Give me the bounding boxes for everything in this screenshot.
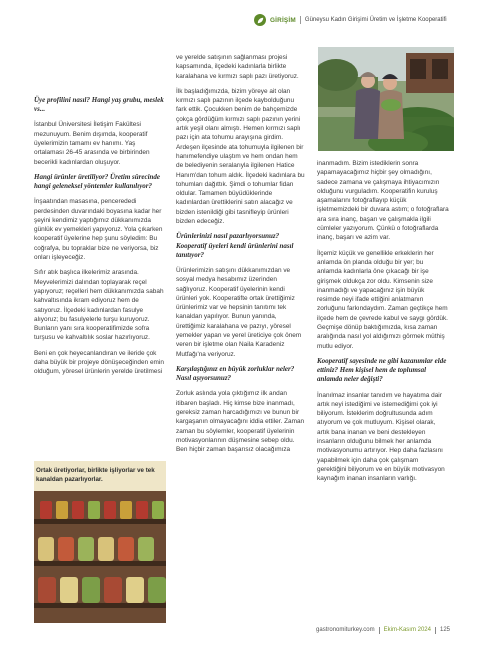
footer-divider [435, 627, 436, 634]
paragraph: inanmadım. Bizim istediklerin sonra yapamayacağımız hiçbir şey olmadığını, sadece zamana ve çalışmaya ihtiyacımızın olduğunu vurguladım. Kooperatifin kuruluş aşamalarını fotoğraflayıp küçük işletmemizdeki bir duvara astım; o fotoğraflara ara sıra inanç, başarı ve çalışmakla ilgili cümleler yazıyorum. Çünkü o fotoğraflarda inanç, başarı ve azim var. [317, 160, 449, 242]
paragraph: Beni en çok heyecanlandıran ve ileride çok daha büyük bir projeye dönüşeceğinden emin olduğum, yöresel ürünlerin yerelde üretilmesi [34, 349, 164, 376]
paragraph: ve yerelde satışının sağlanması projesi kapsamında, ilçedeki kadınlarla birlikte karalahana ve kırmızı saplı pazı üretiyoruz. [176, 54, 299, 80]
question-heading: Hangi ürünler üretiliyor? Üretim sürecinde hangi geleneksel yöntemler kullanılıyor? [34, 172, 161, 191]
question-heading: Kooperatif sayesinde ne gibi kazanımlar elde ettiniz? Hem kişisel hem de toplumsal anlamda neler değişti? [317, 356, 447, 384]
paragraph: İlk başladığımızda, bizim yöreye ait olan kırmızı saplı pazının ilçede kaybolduğunu fark ettik. Çocukken benim de bahçemizde çokça gördüğüm kırmızı saplı pazının yerini artık yeşil olanı almıştı. Hemen kırmızı saplı pazı için ata tohumu arayışına girdim. Ardeşen ilçesinde ata tohumuyla ilgilenen bir hanımefendiye ulaştım ve hem ondan hem de belediyenin seralarıyla ilgilenen Hatice Hanım'dan tohum aldık. İlçedeki kadınlara bu tohumları dağıttık. Şimdi o tohumlar fidan oldular. Tamamen büyüdüklerinde kadınlardan ürettiklerini satın alacağız ve bizden istenildiği gibi tasnifleyip ürünleri bizden edeceğiz. [176, 87, 305, 226]
paragraph: İnşaatından masasına, pencerededi perdesinden duvarındaki boyasına kadar her şeyini kendimiz yaptığımız dükkanımızda günlük ev yemekleri yapıyoruz. Yola çıkarken kooperatif üyelerine hep şunu söyledim: Bu coğrafya, bu topraklar bize ne veriyorsa, biz onları işleyeceğiz. [34, 198, 163, 262]
column-1 [34, 96, 166, 377]
question-heading: Ürünlerinizi nasıl pazarlıyorsunuz? Kooperatif üyeleri kendi ürünlerini nasıl tanıtıyor? [176, 232, 294, 259]
leaf-icon [254, 14, 266, 26]
paragraph: İnanılmaz insanlar tanıdım ve hayatıma dair artık neyi istediğimi ve istemediğimi çok iyi biliyorum. İsteklerim doğrultusunda adım atıyorum ve çok mutluyum. Kişisel olarak, artık bana inanan ve beni destekleyen insanların olduğunu bilmek her anlamda motivasyonumu artırıyor. Hep daha fazlasını yapabilmek için daha çok çalışmam gerektiğini biliyorum ve en büyük motivasyon kaynağım inanan insanların varlığı. [317, 391, 445, 483]
header-divider [300, 16, 301, 24]
column-2 [176, 53, 306, 454]
page-header [254, 9, 474, 31]
question-heading: Üye profilini nasıl? Hangi yaş grubu, meslek vs... [34, 96, 164, 114]
question-heading: Karşılaştığınız en büyük zorluklar neler? Nasıl aşıyorsunuz? [176, 364, 295, 383]
paragraph: İstanbul Üniversitesi İletişim Fakültesi mezunuyum. Benim dışımda, kooperatif üyelerimizin tamamı ev hanımı. Yaş ortalaması 26-45 arasında ve birbirinden becerikli kadınlardan oluşuyor. [34, 121, 150, 166]
paragraph: Ürünlerimizin satışını dükkanımızdan ve sosyal medya hesabımız üzerinden sağlıyoruz. Kooperatif üyelerinin kendi ürünleri yok. Kooperatifte ortak ürettiğimiz ürünlerimiz var ve hepsinin tanıtımı tek kanaldan yapılıyor. Bunun yanında, ürettiğimiz karalahana ve pazıyı, yöresel yemekler yapan ve yerel üreticiye çok önem veren bir işletme olan Naila Karadeniz Mutfağı'na veriyoruz. [176, 266, 302, 358]
page-footer [316, 624, 450, 636]
header-subtitle: Güneysu Kadın Girişimi Üretim ve İşletme Kooperatifi [304, 17, 447, 23]
footer-site: gastronomiturkey.com [316, 627, 375, 633]
page-number: 125 [439, 627, 450, 633]
photo-caption: Ortak üretiyorlar, birlikte işliyorlar ve tek kanaldan pazarlıyorlar. [36, 467, 155, 483]
paragraph: Zorluk aslında yola çıktığımız ilk andan itibaren başladı. Hiç kimse bize inanmadı, gereksiz zaman harcadığımızı ve bunun bir kargaşanın olmayacağını iddia ettiler. Zaman zaman bu söylemler, kooperatif üyelerinin motivasyonlarının düşmesine sebep oldu. Ben hiçbir zaman başarısız olacağımıza [176, 390, 305, 454]
jars-photo [34, 461, 166, 623]
section-label: GİRİŞİM [270, 16, 296, 24]
paragraph: Sıfır atık başlıca ilkelerimiz arasında. Meyvelerimizi dalından toplayarak reçel yapıyoruz; reçelleri hem dükkanımızda sabah kahvaltısında ikram ediyoruz hem de satıyoruz. İlçedeki kadınlardan fasulye alıyoruz; bu fasulyelerle turşu kuruyoruz. Bunların yanı sıra kooperatifimizde sofra turşusu ve kahvaltılık soslar hazırlıyoruz. [34, 269, 164, 342]
garden-photo [318, 47, 454, 151]
footer-divider [379, 627, 380, 634]
paragraph: İlçemiz küçük ve genellikle erkeklerin her anlamda ön planda olduğu bir yer; bu anlamda kadınlarla öne çıkacağı bir işe girişmek oldukça zor oldu. Kimsenin size inanmadığı ve yapacağınız işin büyük resimde neyi ifade ettiğini anlatmanın zorluğunu farkındaydım. Zaman geçtikçe hem ilçede hem de çevrede kabul ve saygı gördük. Geçmişe dönüp baktığımızda, kısa zaman aralığında nasıl yol aldığımızı görmek müthiş mutlu ediyor. [317, 249, 448, 350]
column-3 [317, 159, 449, 484]
footer-issue: Ekim-Kasım 2024 [383, 627, 431, 633]
